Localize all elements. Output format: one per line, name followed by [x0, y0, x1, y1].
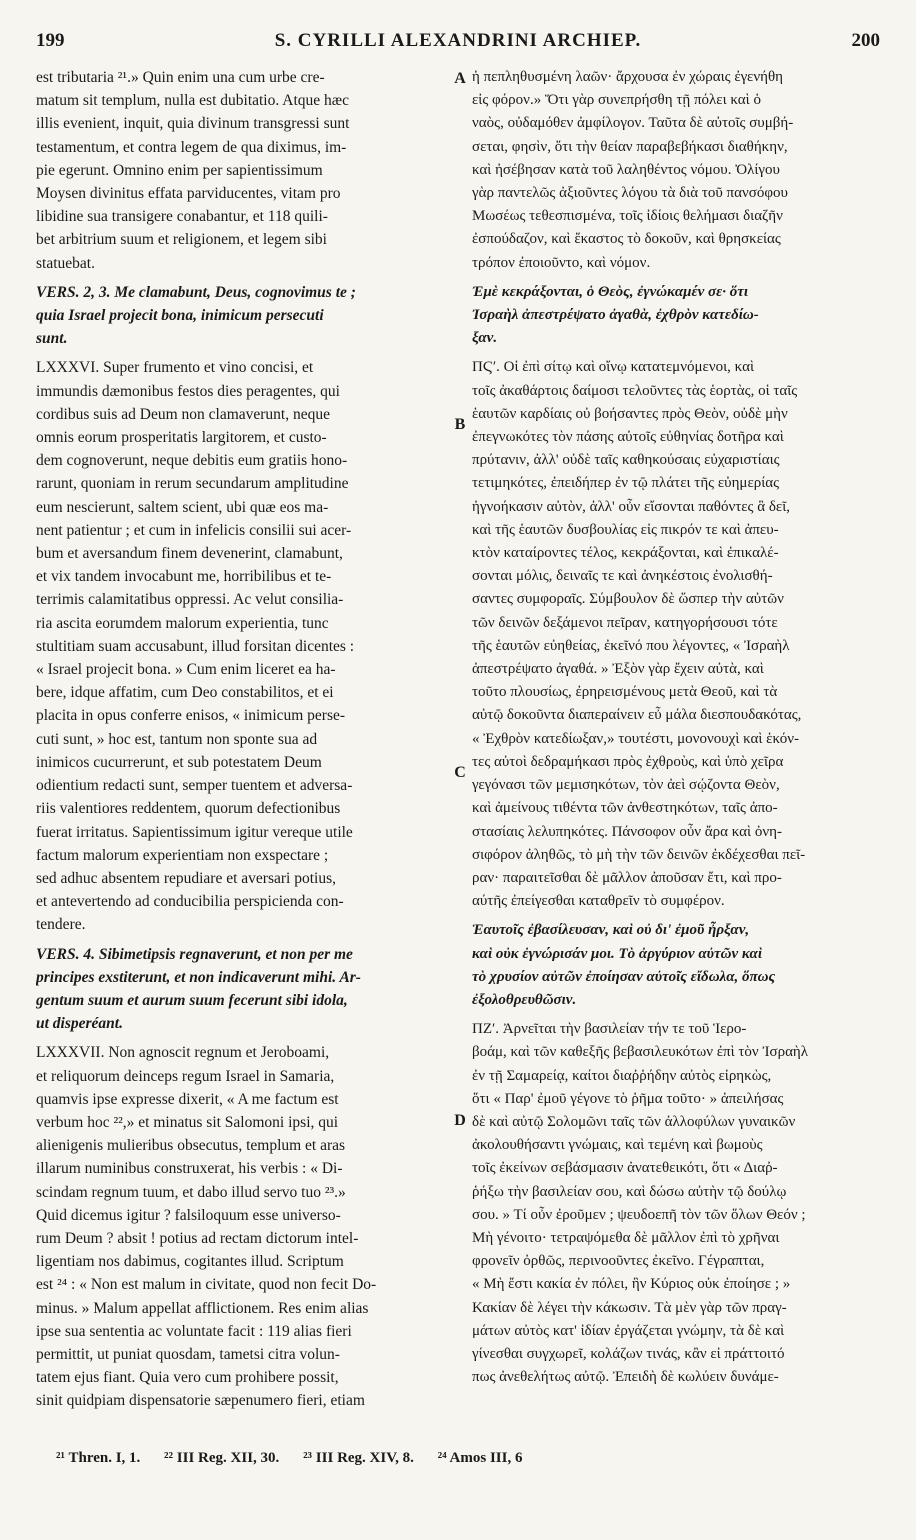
latin-paragraph: est tributaria ²¹.» Quin enim una cum urbe cre- matum sit templum, nulla est dubitatio. Atque hæc illis evenient, inquit, quia divinum transgressi sunt testamentum, et contra legem de qua diximus, im- pie egerunt. Omnino enim per sapientissimum Moysen divinitus effata parviducentes, vitam pro libidine sua transigere conabantur, et 118 quili- bet arbitrium suum et religionem, et legem sibi statuebat. — [36, 69, 350, 272]
greek-verse-heading: Ἑαυτοῖς ἐβασίλευσαν, καὶ οὐ δι' ἐμοῦ ἦρξαν, καὶ οὐκ ἐγνώρισάν μοι. Τὸ ἀργύριον αὐτῶν καὶ τὸ χρυσίον αὐτῶν ἐποίησαν αὐτοῖς εἴδωλα, ὅπως ἐξολοθρευθῶσιν. — [472, 922, 776, 1008]
page-number-right: 200 — [851, 30, 880, 51]
latin-column — [36, 66, 446, 1424]
footnotes — [56, 1450, 876, 1467]
greek-verse-heading: Ἐμὲ κεκράξονται, ὁ Θεὸς, ἐγνώκαμέν σε· ὅτι Ἰσραὴλ ἀπεστρέψατο ἀγαθὰ, ἐχθρὸν κατεδίω- ξαν. — [472, 283, 759, 347]
page-number-left: 199 — [36, 30, 65, 51]
latin-verse-heading: VERS. 4. Sibimetipsis regnaverunt, et non per me principes exstiterunt, et non indicaverunt mihi. Ar- gentum suum et aurum suum fecerunt sibi idola, ut disperéant. — [36, 945, 361, 1033]
greek-paragraph: ΠϚʹ. Οἱ ἐπὶ σίτῳ καὶ οἴνῳ κατατεμνόμενοι, καὶ τοῖς ἀκαθάρτοις δαίμοσι τελοῦντες τὰς ἑορτὰς, οἱ ταῖς ἑαυτῶν καρδίαις οὐ βοήσαντες πρὸς Θεὸν, οὐδὲ μὴν ἐπεγνωκότες τὸν πάσης αὐτοῖς εὐθηνίας δοτῆρα καὶ πρύτανιν, ἀλλ' οὐδὲ ταῖς καθηκούσαις εὐχαριστίαις τετιμηκότες, ἐπειδήπερ ἐν τῷ πλάτει τῆς εὐημερίας ἠγνοήκασιν αὐτὸν, ἀλλ' οὖν εἴσονται παθόντες ἃ δεῖ, καὶ τῆς ἑαυτῶν δυσβουλίας εἰς πικρόν τε καὶ ἀπευ- κτὸν καταίροντες τέλος, κεκράξονται, καὶ ἐπικαλέ- σονται μόλις, δειναῖς τε καὶ ἀνηκέστοις ἐνολισθή- σαντες συμφοραῖς. Σύμβουλον δὲ ὥσπερ τὴν αὐτῶν τῶν δεινῶν δεξάμενοι πεῖραν, κατηγορήσουσι τότε τῆς ἑαυτῶν εὐηθείας, ἐκεῖνό που λέγοντες, « Ἰσραὴλ ἀπεστρέψατο ἀγαθά. » Ἐξὸν γὰρ ἔχειν αὐτὰ, καὶ τοῦτο πλουσίως, ἐρηρεισμένους μετὰ Θεοῦ, καὶ τὰ αὐτῷ δοκοῦντα διαπεραίνειν εὖ μάλα διεσπουδακότας, « Ἐχθρὸν κατεδίωξαν,» τουτέστι, μονονουχὶ καὶ ἑκόν- τες αὐτοὶ δεδραμήκασι πρὸς ἐχθροὺς, καὶ ὑπὸ χεῖρα γεγόνασι τῶν μεμισηκότων, τὸν ἀεὶ σῴζοντα Θεὸν, καὶ ἀμείνους τιθέντα τῶν ἀνθεστηκότων, ταῖς ἀπο- στασίαις λελυπηκότες. Πάνσοφον οὖν ἄρα καὶ ὀνη- σιφόρον ἀληθῶς, τὸ μὴ τὴν τῶν δεινῶν ἐκδέχεσθαι πεῖ- ραν· παραιτεῖσθαι δὲ μᾶλλον ἀποῦσαν ἔτι, καὶ προ- αύτῆς ἐπείγεσθαι καταθρεῖν τὸ συμφέρον. — [472, 359, 806, 910]
latin-paragraph: LXXXVII. Non agnoscit regnum et Jeroboami, et reliquorum deinceps regum Israel in Samaria, quamvis ipse expresse dixerit, « A me factum est verbum hoc ²²,» et minatus sit Salomoni ipsi, qui alienigenis mulieribus obsecutus, templum et aras illarum numinibus construxerat, his verbis : « Di- scindam regnum tuum, et dabo illud servo tuo ²³.» Quid dicemus igitur ? falsiloquum esse universo- rum Deum ? absit ! potius ad rectam dictorum intel- ligentiam nos dabimus, cogitantes illud. Scriptum est ²⁴ : « Non est malum in civitate, quod non fecit Do- minus. » Malum appellat afflictionem. Res enim alias ipse sua sententia ac voluntate facit : 119 alias fieri permittit, ut puniat quosdam, tametsi citra volun- tatem ejus fiant. Quia vero cum prohibere possit, sinit quidpiam dispensatorie sæpenumero fieri, etiam — [36, 1044, 377, 1410]
latin-verse-heading: VERS. 2, 3. Me clamabunt, Deus, cognovimus te ; quia Israel projecit bona, inimicum persecuti sunt. — [36, 283, 356, 348]
section-marker-c: C — [454, 764, 466, 781]
footnote: ²⁴ Amos III, 6 — [437, 1450, 523, 1466]
greek-column — [472, 66, 880, 1424]
footnote: ²³ III Reg. XIV, 8. — [303, 1450, 414, 1466]
section-marker-a: A — [454, 70, 466, 87]
greek-paragraph: ἡ πεπληθυσμένη λαῶν· ἄρχουσα ἐν χώραις ἐγενήθη εἰς φόρον.» Ὅτι γὰρ συνεπρήσθη τῇ πόλει καὶ ὁ ναὸς, οὐδαμόθεν ἀμφίλογον. Ταῦτα δὲ αὐτοῖς συμβή- σεται, φησὶν, ὅτι τὴν θείαν παραβεβήκασι διαθήκην, καὶ ἠσέβησαν κατὰ τοῦ λαληθέντος νόμου. Ὀλίγου γὰρ παντελῶς ἀξιοῦντες λόγου τὰ διὰ τοῦ πανσόφου Μωσέως τεθεσπισμένα, τοῖς ἰδίοις θελήμασι διαζῆν ἐσπούδαζον, καὶ ἕκαστος τὸ δοκοῦν, καὶ θρησκείας τρόπον ἐποιοῦντο, καὶ νόμον. — [472, 69, 794, 271]
footnote: ²¹ Thren. I, 1. — [56, 1450, 141, 1466]
section-marker-d: D — [454, 1112, 466, 1129]
latin-paragraph: LXXXVI. Super frumento et vino concisi, et immundis dæmonibus festos dies peragentes, qui cordibus suis ad Deum non clamaverunt, neque omnis eorum prosperitatis largitorem, et custo- dem cognoverunt, neque debitis eum gratiis hono- rarunt, quoniam in rerum secundarum amplitudine eum nescierunt, saltem scient, ubi quæ eos ma- nent patientur ; et cum in infelicis consilii sui acer- bum et aversandum finem devenerint, clamabunt, et vix tandem invocabunt me, horribilibus et te- terrimis calamitatibus oppressi. Ac velut consilia- ria ascita eorumdem malorum experientia, tunc stultitiam suam accusabunt, illud forsitan dicentes : « Israel projecit bona. » Cum enim liceret ea ha- bere, idque affatim, cum Deo constabilitos, et ei placita in opus conferre enisos, « inimicum perse- cuti sunt, » hoc est, tantum non sponte sua ad inimicos cucurrerunt, et sub potestatem Deum odientium redacti sunt, semper tuentem et adversa- riis valentiores reddentem, quorum defectionibus fuerat irritatus. Sapientissimum igitur vereque utile factum malorum experientiam non exspectare ; sed adhuc absentem repudiare et aversari potius, et antevertendo ad conducibilia perspicienda con- tendere. — [36, 359, 355, 934]
page-header — [36, 30, 880, 60]
footnote: ²² III Reg. XII, 30. — [164, 1450, 280, 1466]
greek-paragraph: ΠΖʹ. Ἀρνεῖται τὴν βασιλείαν τήν τε τοῦ Ἱερο- βοάμ, καὶ τῶν καθεξῆς βεβασιλευκότων ἐπὶ τὸν Ἰσραὴλ ἐν τῇ Σαμαρείᾳ, καίτοι διαῤῥήδην αὐτὸς εἰρηκὼς, ὅτι « Παρ' ἐμοῦ γέγονε τὸ ῥῆμα τοῦτο· » ἀπειλήσας δὲ καὶ αὐτῷ Σολομῶνι ταῖς τῶν ἀλλοφύλων γυναικῶν ἀκολουθήσαντι γνώμαις, καὶ τεμένη καὶ βωμοὺς τοῖς ἐκείνων σεβάσμασιν ἀνατεθεικότι, ὅτι « Διαῤ- ῥήξω τὴν βασιλείαν σου, καὶ δώσω αὐτὴν τῷ δούλῳ σου. » Τί οὖν ἐροῦμεν ; ψευδοεπῆ τὸν τῶν ὅλων Θεόν ; Μὴ γένοιτο· τετραψόμεθα δὲ μᾶλλον ἐπὶ τὸ χρῆναι φρονεῖν ὀρθῶς, περινοοῦντες ἐκεῖνο. Γέγραπται, « Μὴ ἔστι κακία ἐν πόλει, ἣν Κύριος οὐκ ἐποίησε ; » Κακίαν δὲ λέγει τὴν κάκωσιν. Τὰ μὲν γὰρ τῶν πραγ- μάτων αὐτὸς κατ' ἰδίαν ἐργάζεται γνώμην, τὰ δὲ καὶ γίνεσθαι συγχωρεῖ, κολάζων τινάς, κἂν εἰ πράττοιτό πως ἀνεθελήτως αὐτῷ. Ἐπειδὴ δὲ κωλύειν δυνάμε- — [472, 1021, 809, 1386]
running-title: S. CYRILLI ALEXANDRINI ARCHIEP. — [274, 30, 642, 51]
section-marker-b: B — [454, 416, 466, 433]
